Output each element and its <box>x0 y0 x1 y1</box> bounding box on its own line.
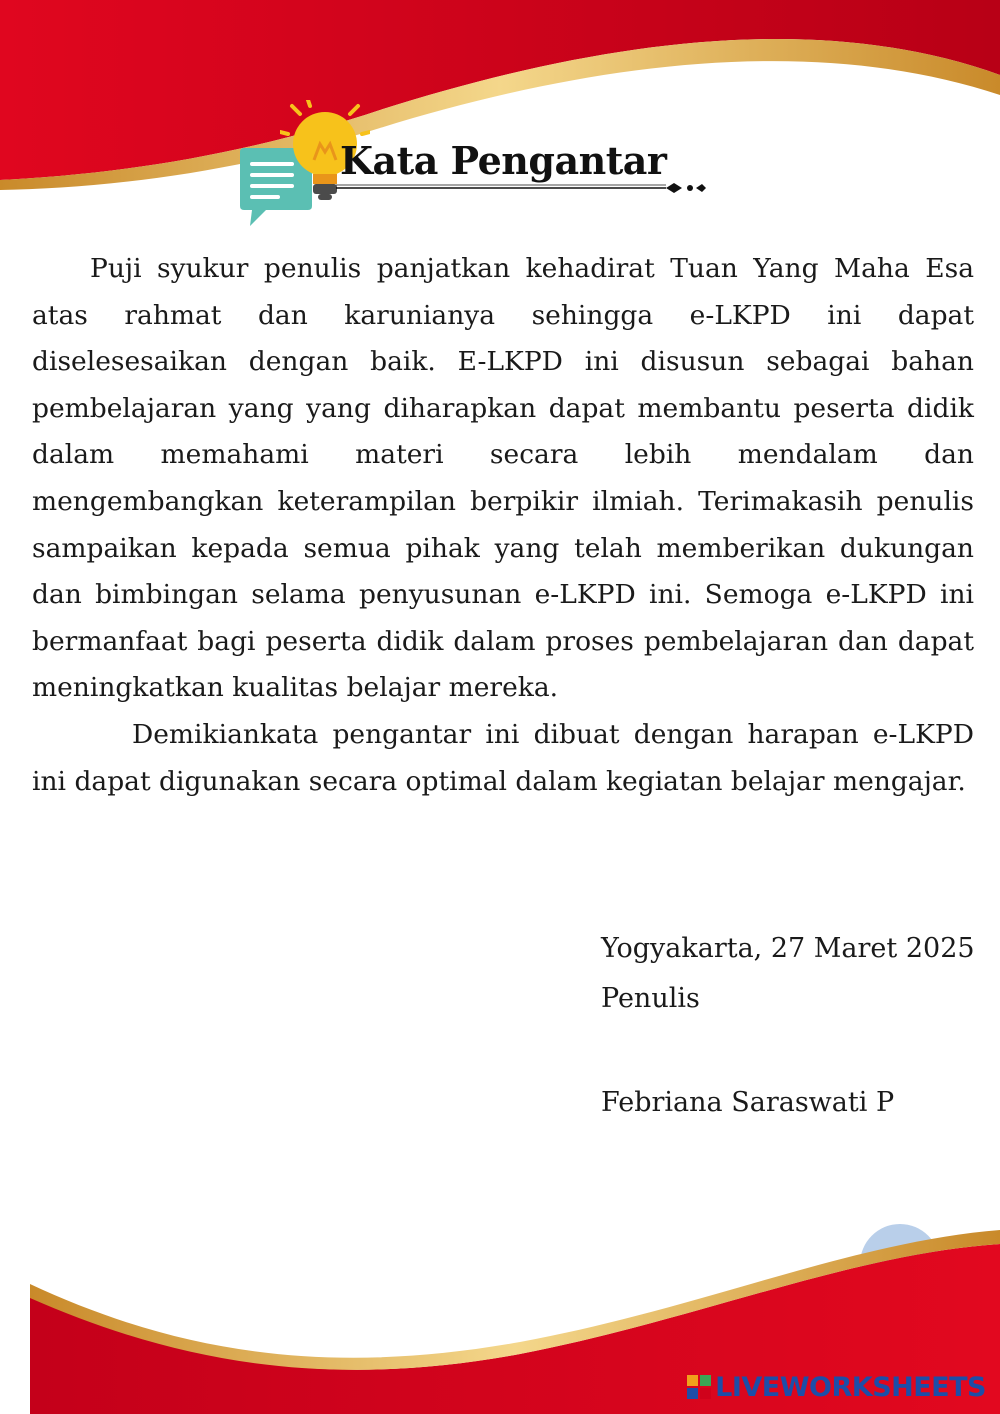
signature-block <box>601 924 981 1128</box>
foreword-paragraph: Puji syukur penulis panjatkan kehadirat Tuan Yang Maha Esa atas rahmat dan karunianya sehingga e-LKPD ini dapat diselesesaikan dengan baik. E-LKPD ini disusun sebagai bahan pembelajaran yang yang diharapkan dapat membantu peserta didik dalam memahami materi secara lebih mendalam dan mengembangkan keterampilan berpikir ilmiah. Terimakasih penulis sampaikan kepada semua pihak yang telah memberikan dukungan dan bimbingan selama penyusunan e-LKPD ini. Semoga e-LKPD ini bermanfaat bagi peserta didik dalam proses pembelajaran dan dapat meningkatkan kualitas belajar mereka. <box>32 253 974 704</box>
liveworksheets-logo-icon <box>687 1375 711 1399</box>
place-date: Yogyakarta, 27 Maret 2025 <box>601 933 975 964</box>
heading-block <box>240 100 720 230</box>
author-role: Penulis <box>601 983 700 1014</box>
foreword-body <box>32 246 974 805</box>
brand-text: LIVEWORKSHEETS <box>715 1371 986 1403</box>
page-title: Kata Pengantar <box>340 138 667 183</box>
title-underline-ornament <box>336 180 706 196</box>
foreword-paragraph: Demikiankata pengantar ini dibuat dengan harapan e-LKPD ini dapat digunakan secara optimal dalam kegiatan belajar mengajar. <box>32 718 974 797</box>
author-name: Febriana Saraswati P <box>601 1087 895 1118</box>
liveworksheets-watermark <box>687 1370 986 1404</box>
